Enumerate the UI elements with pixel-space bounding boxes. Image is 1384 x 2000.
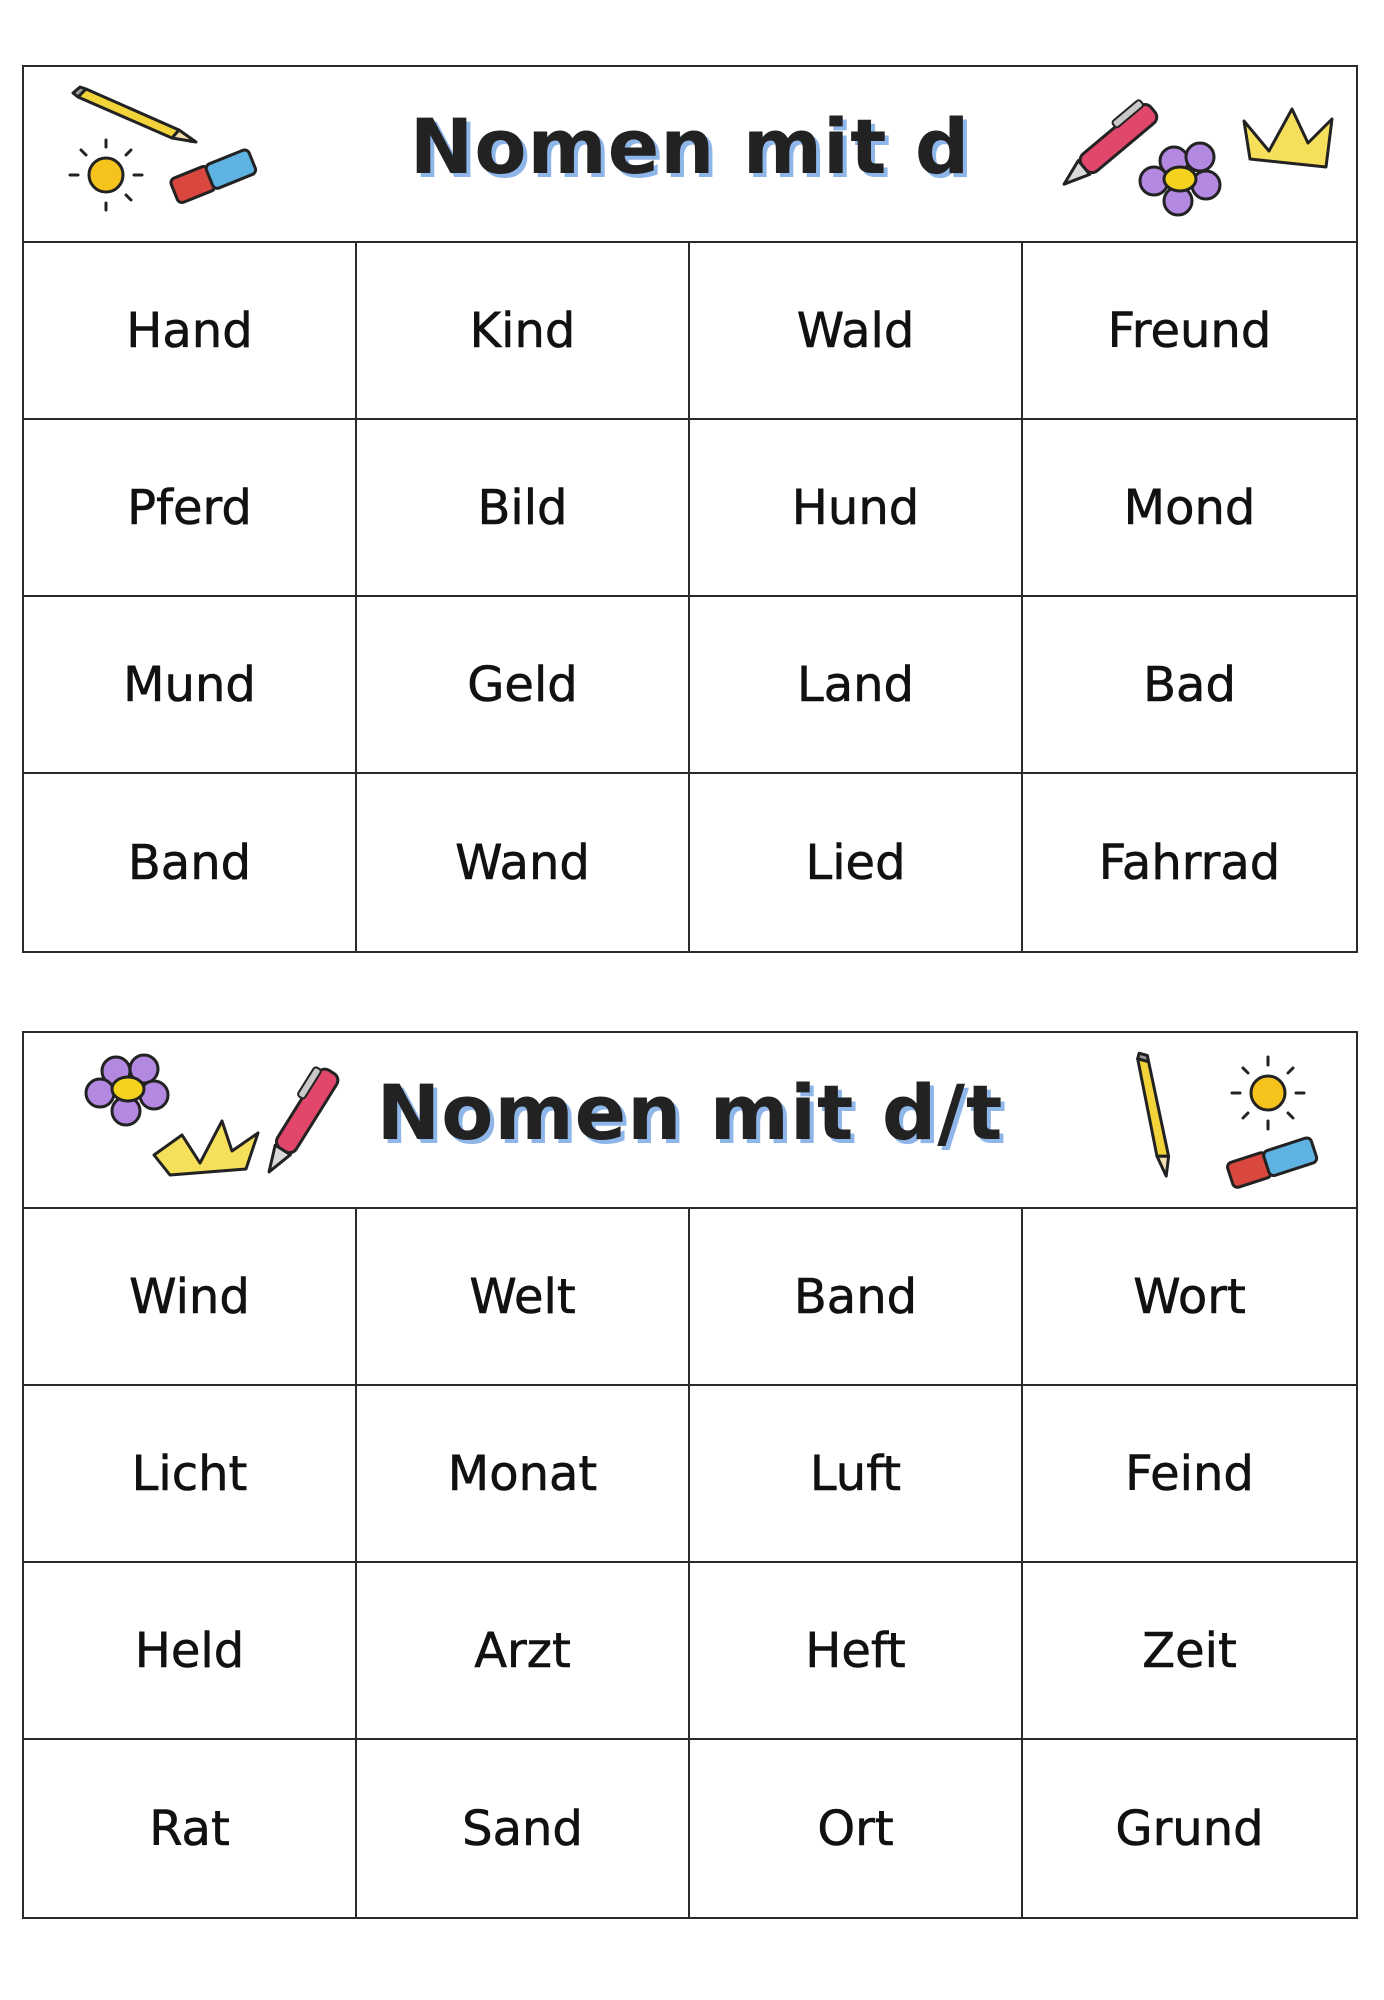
sun-icon [1232, 1057, 1304, 1129]
word-cell: Mund [24, 597, 357, 774]
decoration-group-right [1054, 81, 1344, 221]
decoration-group-right [1104, 1047, 1344, 1197]
word-cell: Geld [357, 597, 690, 774]
word-cell: Band [24, 774, 357, 951]
word-cell: Held [24, 1563, 357, 1740]
word-cell: Arzt [357, 1563, 690, 1740]
word-cell: Fahrrad [1098, 834, 1281, 891]
pencil-icon [1106, 1050, 1204, 1176]
word-cell: Wald [690, 243, 1023, 420]
flower-icon [1140, 143, 1220, 215]
word-cell: Welt [357, 1209, 690, 1386]
word-cell: Monat [357, 1386, 690, 1563]
word-cell: Wand [357, 774, 690, 951]
word-cell: Bad [1023, 597, 1356, 774]
word-cell: Bild [357, 420, 690, 597]
word-sheet-d [22, 65, 1358, 953]
word-cell: Mond [1023, 420, 1356, 597]
word-cell: Licht [24, 1386, 357, 1563]
crown-icon [1244, 109, 1332, 167]
sheet-header [24, 67, 1356, 243]
word-cell: Pferd [24, 420, 357, 597]
sheet-title: Nomen mit d/t [376, 1068, 1004, 1157]
word-cell: Band [690, 1209, 1023, 1386]
word-cell: Hand [24, 243, 357, 420]
eraser-icon [1226, 1137, 1318, 1189]
word-cell: Lied [690, 774, 1023, 951]
word-cell: Ort [690, 1740, 1023, 1917]
word-cell: Freund [1023, 243, 1356, 420]
word-cell: Land [690, 597, 1023, 774]
word-cell: Sand [357, 1740, 690, 1917]
word-sheet-d-t [22, 1031, 1358, 1919]
sheet-title: Nomen mit d [409, 102, 971, 191]
word-cell: Rat [24, 1740, 357, 1917]
word-cell: Feind [1023, 1386, 1356, 1563]
word-cell: Luft [690, 1386, 1023, 1563]
word-cell: Zeit [1023, 1563, 1356, 1740]
sheet-header [24, 1033, 1356, 1209]
word-grid [24, 1209, 1356, 1917]
word-cell: Heft [690, 1563, 1023, 1740]
word-cell: Kind [357, 243, 690, 420]
word-cell: Grund [1115, 1800, 1264, 1857]
word-grid [24, 243, 1356, 951]
word-cell: Wort [1023, 1209, 1356, 1386]
word-cell: Hund [690, 420, 1023, 597]
word-cell: Wind [24, 1209, 357, 1386]
